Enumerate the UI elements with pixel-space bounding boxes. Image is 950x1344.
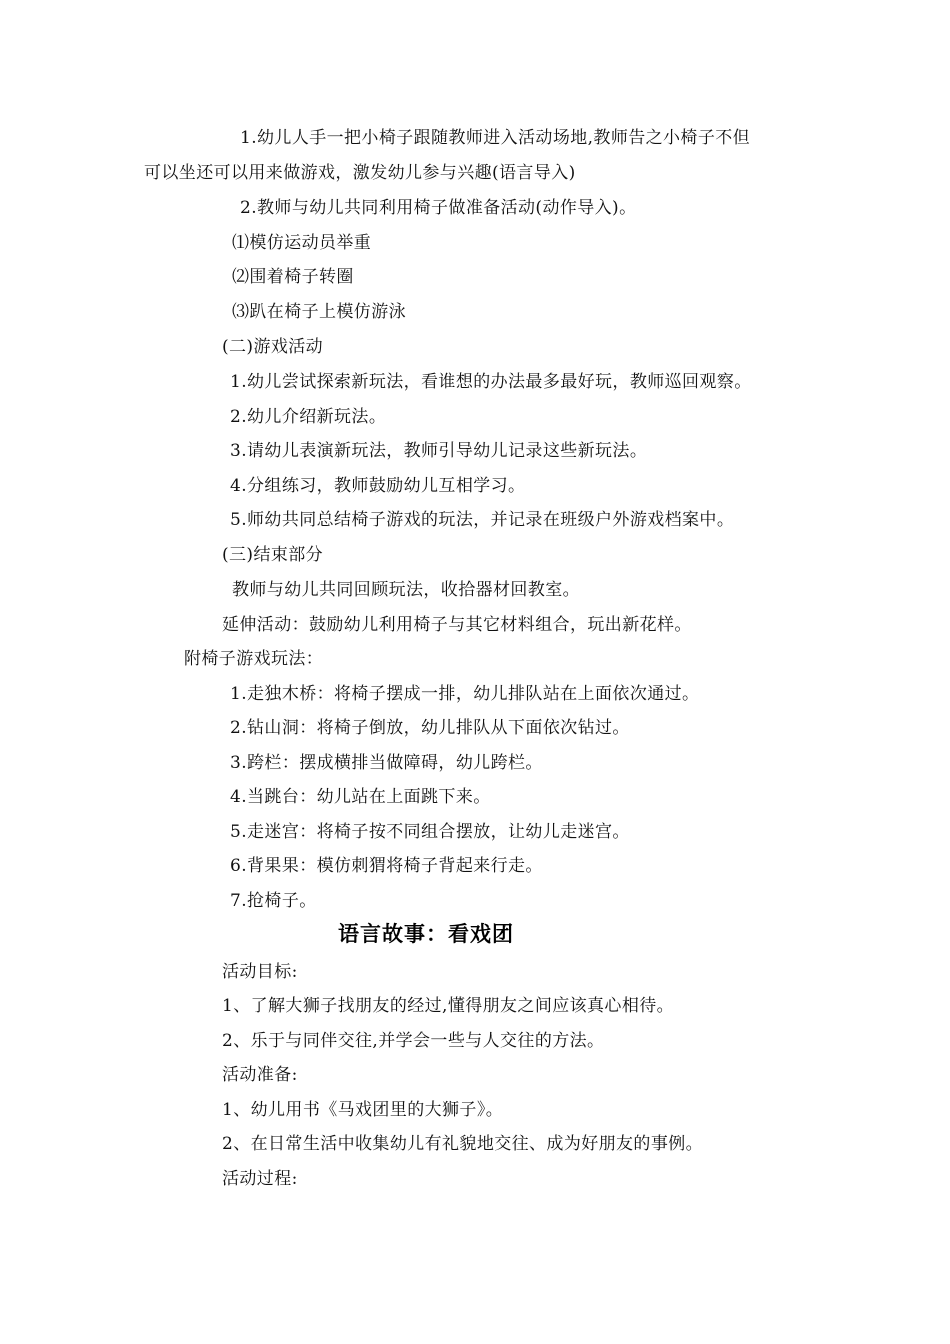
game-step-2: 2.幼儿介绍新玩法。 bbox=[230, 407, 387, 427]
story-title: 语言故事：看戏团 bbox=[338, 922, 514, 946]
intro-line-1: 1.幼儿人手一把小椅子跟随教师进入活动场地,教师告之小椅子不但 bbox=[240, 128, 751, 148]
appendix-heading: 附椅子游戏玩法： bbox=[184, 649, 324, 669]
goal-1: 1、了解大狮子找朋友的经过,懂得朋友之间应该真心相待。 bbox=[222, 996, 675, 1016]
appendix-item-7: 7.抢椅子。 bbox=[230, 891, 317, 911]
goal-2: 2、乐于与同伴交往,并学会一些与人交往的方法。 bbox=[222, 1031, 605, 1051]
end-text: 教师与幼儿共同回顾玩法，收拾器材回教室。 bbox=[232, 580, 580, 600]
appendix-item-6: 6.背果果：模仿刺猬将椅子背起来行走。 bbox=[230, 856, 543, 876]
game-step-5: 5.师幼共同总结椅子游戏的玩法，并记录在班级户外游戏档案中。 bbox=[230, 510, 735, 530]
prep-heading: 活动准备: bbox=[222, 1065, 298, 1085]
warmup-sub-1: ⑴模仿运动员举重 bbox=[232, 233, 372, 253]
game-step-1: 1.幼儿尝试探索新玩法，看谁想的办法最多最好玩，教师巡回观察。 bbox=[230, 372, 752, 392]
warmup-step: 2.教师与幼儿共同利用椅子做准备活动(动作导入)。 bbox=[240, 198, 637, 218]
prep-1: 1、幼儿用书《马戏团里的大狮子》。 bbox=[222, 1100, 504, 1120]
appendix-item-4: 4.当跳台：幼儿站在上面跳下来。 bbox=[230, 787, 491, 807]
appendix-item-5: 5.走迷宫：将椅子按不同组合摆放，让幼儿走迷宫。 bbox=[230, 822, 630, 842]
game-heading: (二)游戏活动 bbox=[222, 337, 324, 357]
intro-line-2: 可以坐还可以用来做游戏，激发幼儿参与兴趣(语言导入) bbox=[144, 163, 576, 183]
prep-2: 2、在日常生活中收集幼儿有礼貌地交往、成为好朋友的事例。 bbox=[222, 1134, 704, 1154]
warmup-sub-3: ⑶趴在椅子上模仿游泳 bbox=[232, 302, 406, 322]
extension-text: 延伸活动：鼓励幼儿利用椅子与其它材料组合，玩出新花样。 bbox=[222, 615, 692, 635]
end-heading: (三)结束部分 bbox=[222, 545, 324, 565]
warmup-sub-2: ⑵围着椅子转圈 bbox=[232, 267, 354, 287]
appendix-item-1: 1.走独木桥：将椅子摆成一排，幼儿排队站在上面依次通过。 bbox=[230, 684, 700, 704]
goals-heading: 活动目标: bbox=[222, 962, 298, 982]
process-heading: 活动过程: bbox=[222, 1169, 298, 1189]
appendix-item-3: 3.跨栏：摆成横排当做障碍，幼儿跨栏。 bbox=[230, 753, 543, 773]
game-step-3: 3.请幼儿表演新玩法，教师引导幼儿记录这些新玩法。 bbox=[230, 441, 648, 461]
appendix-item-2: 2.钻山洞：将椅子倒放，幼儿排队从下面依次钻过。 bbox=[230, 718, 630, 738]
game-step-4: 4.分组练习，教师鼓励幼儿互相学习。 bbox=[230, 476, 526, 496]
